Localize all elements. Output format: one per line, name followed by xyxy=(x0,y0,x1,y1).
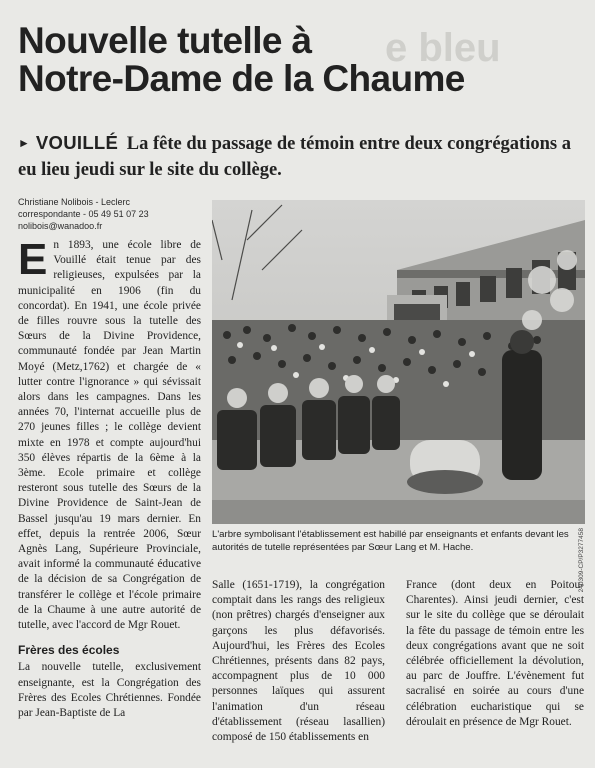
kicker-location: VOUILLÉ xyxy=(35,132,119,153)
article-headline xyxy=(18,22,588,98)
subhead: Frères des écoles xyxy=(18,643,120,658)
photo-caption: L'arbre symbolisant l'établissement est habillé par enseignants et enfants devant les autorités de tutelle représentées par Sœur Lang et M. Hache. xyxy=(212,529,569,553)
article-photo xyxy=(212,200,585,524)
paragraph-3: Salle (1651-1719), la congrégation comptait dans les rangs des religieux (non prêtres) chargés d'enseigner aux garçons les plus défavorisés. Aujourd'hui, les Frères des Ecoles Chrétiennes, présents dans 82 pays, accompagnent plus de 10 000 personnes laïques qui assurent l'animation d'un réseau d'établissement (réseau lasallien) composé de 150 établissements en xyxy=(212,579,385,744)
byline-role-phone: correspondante - 05 49 51 07 23 xyxy=(18,209,149,219)
deck-text: La fête du passage de témoin entre deux congrégations a eu lieu jeudi sur le site du collège. xyxy=(18,134,571,180)
dropcap: E xyxy=(18,235,48,284)
byline-email: nolibois@wanadoo.fr xyxy=(18,221,103,231)
article-column-2 xyxy=(212,578,385,745)
photo-credit: 240309-CP/P3277458 xyxy=(578,528,585,593)
adjacent-article-bleedthrough: e bleu xyxy=(385,26,501,70)
photo-illustration xyxy=(212,200,585,524)
article-column-1 xyxy=(18,235,201,721)
paragraph-1: n 1893, une école libre de Vouillé était tenue par des religieuses, expulsées par la municipalité en 1906 (fin du concordat). En 1941, une école privée de filles rouvre sous la tutelle des Sœurs de la Divine Providence, communauté fondée par Jean Martin Moyé (Metz,1762) et chargée de « lutter contre l'ignorance » qui sévissait alors dans les campagnes. Dans les années 70, l'internat accueille plus de 270 jeunes filles ; le collège devient mixte en 1978 et compte aujourd'hui 350 élèves répartis de la 6ème à la 3ème. Ecole primaire et collège resteront sous tutelle des Sœurs de la Divine Providence de Saint-Jean de Bassel jusqu'au 19 mars dernier. En effet, depuis la rentrée 2006, Sœur Agnès Lang, Supérieure Provinciale, avait informé la communauté éducative de la décision de sa Congrégation de transférer le collège et l'école primaire de la Chaume à une autre autorité de tutelle, avec l'accord de Mgr Rouet. xyxy=(18,239,201,632)
headline-line-1: Nouvelle tutelle à xyxy=(18,20,312,61)
paragraph-4: France (dont deux en Poitou-Charentes). Ainsi jeudi dernier, c'est sur le site du collège que se déroulait la fête du passage de témoin entre les deux congrégations avant que ne soit célébrée officiellement la dévolution, au parc de Jouffre. L'évènement fut sacralisé en soirée au cours d'une célébration eucharistique qui se déroulait en présence de Mgr Rouet. xyxy=(406,579,584,728)
headline-line-2: Notre-Dame de la Chaume xyxy=(18,58,465,99)
paragraph-2: La nouvelle tutelle, exclusivement enseignante, est la Congrégation des Frères des Ecoles Chrétiennes. Fondée par Jean-Baptiste de La xyxy=(18,661,201,720)
byline xyxy=(18,196,208,232)
byline-name: Christiane Nolibois - Leclerc xyxy=(18,197,131,207)
article-column-3 xyxy=(406,578,584,730)
article-deck xyxy=(18,130,588,183)
triangle-bullet-icon: ► xyxy=(18,136,30,150)
